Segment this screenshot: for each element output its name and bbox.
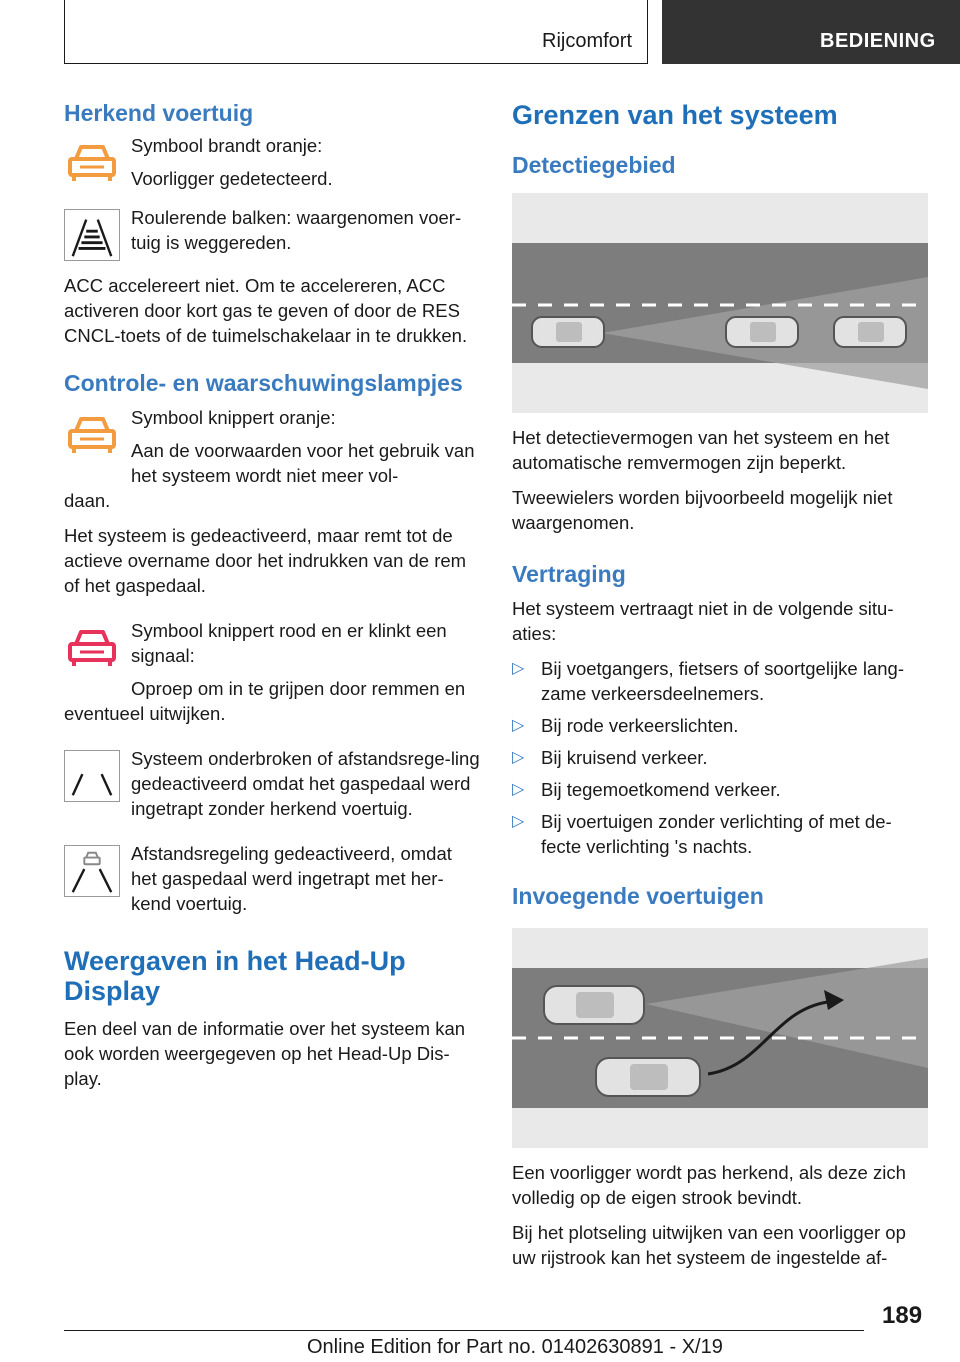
detection-illustration — [512, 193, 928, 413]
car-merging-icon — [596, 1058, 700, 1096]
car-far-icon — [834, 317, 906, 347]
heading-controle: Controle- en waarschuwingslampjes — [64, 370, 463, 396]
list-item: ▷ Bij rode verkeerslichten. — [512, 715, 739, 736]
list-item: ▷ Bij tegemoetkomend verkeer. — [512, 779, 781, 800]
icon-text: Voorligger gedetecteerd. — [131, 168, 333, 189]
icon-row-interrupted — [64, 746, 480, 821]
paragraph: ACC accelereert niet. Om te accelereren, ACC activeren door kort gas te geven of door de RES CNCL-toets of de tuimelschakelaar in te drukken. — [64, 275, 468, 346]
rolling-bars-icon — [64, 209, 120, 261]
icon-text: Afstandsregeling gedeactiveerd, omdat het gaspedaal werd ingetrapt met her-kend voertuig. — [131, 843, 452, 914]
icon-row-rolling-bars — [64, 205, 480, 263]
icon-text: Roulerende balken: waargenomen voer-tuig is weggereden. — [131, 207, 462, 253]
list-item: ▷ Bij voertuigen zonder verlichting of met de-fecte verlichting 's nachts. — [512, 811, 892, 857]
header-section: Rijcomfort — [542, 30, 633, 52]
paragraph-continuation: eventueel uitwijken. — [64, 703, 226, 724]
footer-divider — [64, 1330, 864, 1331]
icon-text: Aan de voorwaarden voor het gebruik van het systeem wordt niet meer vol- — [131, 440, 475, 486]
triangle-bullet-icon: ▷ — [512, 717, 525, 734]
lane-lines-icon — [64, 750, 120, 802]
icon-text: Symbool knippert rood en er klinkt een signaal: — [131, 620, 447, 666]
header-chapter-tab — [662, 0, 960, 64]
merging-illustration — [512, 928, 928, 1148]
car-own-icon — [544, 986, 644, 1024]
heading-invoegende-voertuigen: Invoegende voertuigen — [512, 883, 764, 909]
page-number: 189 — [882, 1302, 923, 1329]
icon-row-deactivated-vehicle — [64, 841, 480, 916]
lane-lines-vehicle-icon — [64, 845, 120, 897]
list-vertraging — [512, 656, 928, 859]
paragraph-continuation: daan. — [64, 490, 111, 511]
list-item: ▷ Bij voetgangers, fietsers of soortgelijke lang-zame verkeersdeelnemers. — [512, 658, 904, 704]
right-column — [512, 100, 928, 1280]
icon-text: Symbool knippert oranje: — [131, 407, 336, 428]
heading-herkend-voertuig: Herkend voertuig — [64, 100, 254, 126]
car-orange-blink-icon — [64, 409, 120, 461]
heading-grenzen: Grenzen van het systeem — [512, 100, 838, 130]
header-chapter-label: BEDIENING — [820, 30, 936, 52]
list-item: ▷ Bij kruisend verkeer. — [512, 747, 708, 768]
paragraph: Het systeem is gedeactiveerd, maar remt tot de actieve overname door het indrukken van de rem of het gaspedaal. — [64, 525, 467, 596]
icon-text: Symbool brandt oranje: — [131, 135, 323, 156]
footer-edition: Online Edition for Part no. 01402630891 - X/19 — [307, 1336, 723, 1358]
paragraph: Bij het plotseling uitwijken van een voorligger op uw rijstrook kan het systeem de ingestelde af- — [512, 1222, 906, 1268]
icon-row-vehicle-orange — [64, 133, 480, 191]
car-red-icon — [64, 622, 120, 674]
triangle-bullet-icon: ▷ — [512, 781, 525, 798]
triangle-bullet-icon: ▷ — [512, 660, 525, 677]
heading-hud: Weergaven in het Head-Up Display — [64, 946, 406, 1006]
icon-row-vehicle-red — [64, 618, 480, 701]
icon-text: Oproep om in te grijpen door remmen en — [131, 678, 466, 699]
paragraph: Een voorligger wordt pas herkend, als deze zich volledig op de eigen strook bevindt. — [512, 1162, 906, 1208]
paragraph: Een deel van de informatie over het systeem kan ook worden weergegeven op het Head-Up Dis-play. — [64, 1018, 466, 1089]
heading-detectiegebied: Detectiegebied — [512, 152, 676, 178]
figure-merging-vehicle — [512, 928, 928, 1148]
car-ahead-icon — [726, 317, 798, 347]
triangle-bullet-icon: ▷ — [512, 749, 525, 766]
triangle-bullet-icon: ▷ — [512, 813, 525, 830]
paragraph: Het systeem vertraagt niet in de volgende situ-aties: — [512, 598, 894, 644]
heading-vertraging: Vertraging — [512, 561, 626, 587]
icon-row-vehicle-blinking-orange — [64, 405, 480, 488]
car-orange-icon — [64, 137, 120, 189]
car-own-icon — [532, 317, 604, 347]
paragraph: Tweewielers worden bijvoorbeeld mogelijk niet waargenomen. — [512, 487, 893, 533]
left-column — [64, 100, 480, 1101]
paragraph: Het detectievermogen van het systeem en het automatische remvermogen zijn beperkt. — [512, 427, 890, 473]
figure-detection-area — [512, 193, 928, 413]
icon-text: Systeem onderbroken of afstandsrege-ling gedeactiveerd omdat het gaspedaal werd ingetrapt zonder herkend voertuig. — [131, 748, 480, 819]
